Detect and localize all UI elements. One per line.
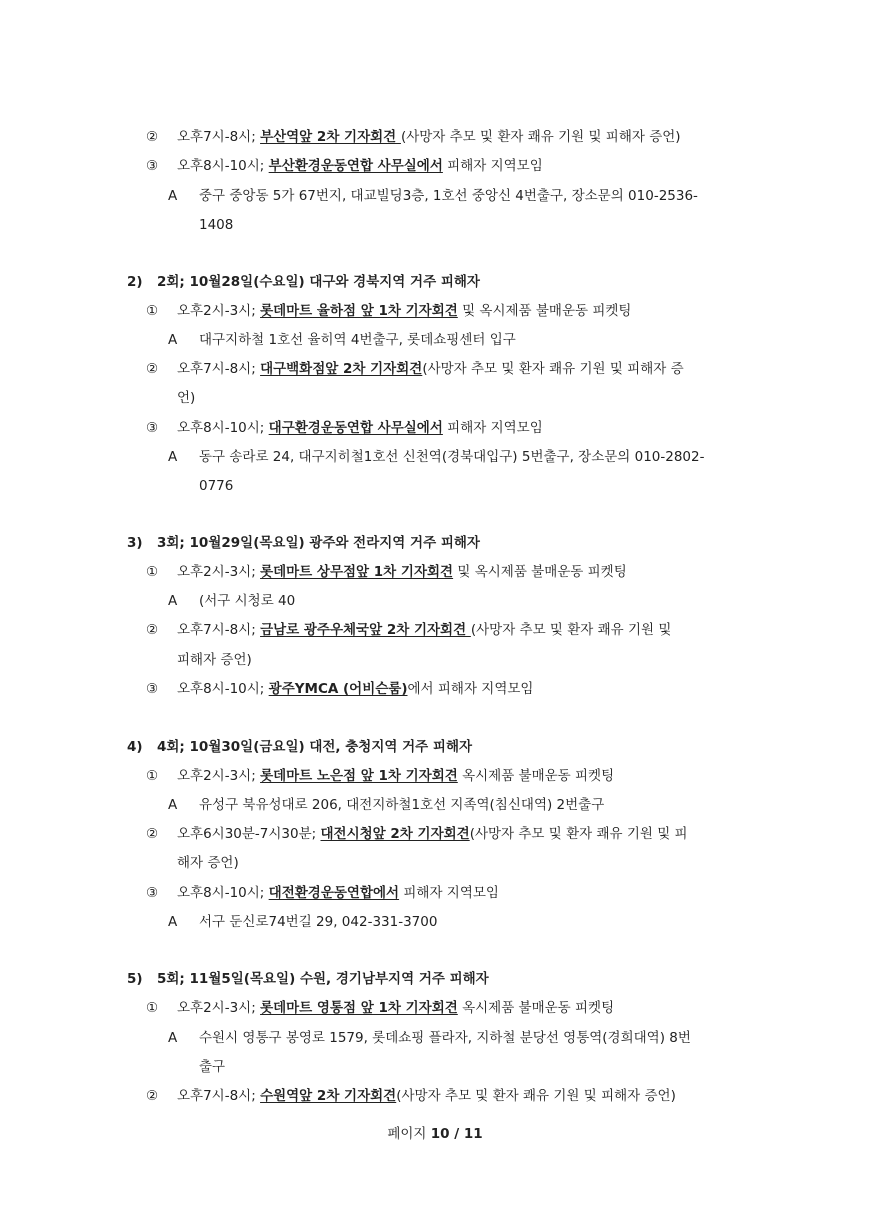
page-number: 10: [430, 1126, 450, 1142]
item-event: 대전시청앞 2차 기자회견: [320, 826, 470, 842]
item-marker: ①: [146, 303, 159, 319]
item-time: 오후8시-10시;: [177, 158, 269, 174]
item-detail: (사망자 추모 및 환자 쾌유 기원 및 피: [469, 826, 688, 842]
item-continuation: 피해자 증언): [177, 652, 252, 668]
address-text: 중구 중앙동 5가 67번지, 대교빌딩3층, 1호선 중앙신 4번출구, 장소문의 010-2536-: [199, 188, 698, 204]
section-title: 3회; 10월29일(목요일) 광주와 전라지역 거주 피해자: [157, 535, 480, 551]
item-event: 롯데마트 율하점 앞 1차 기자회견: [260, 303, 458, 319]
item-time: 오후2시-3시;: [177, 1000, 261, 1016]
item-detail: (사망자 추모 및 환자 쾌유 기원 및 피해자 증언): [400, 129, 681, 145]
section-title: 2회; 10월28일(수요일) 대구와 경북지역 거주 피해자: [157, 274, 480, 290]
item-time: 오후6시30분-7시30분;: [177, 826, 321, 842]
item-event: 대전환경운동연합에서: [268, 885, 400, 901]
page-label: 페이지: [387, 1126, 431, 1142]
page-separator: /: [449, 1126, 464, 1142]
item-marker: ③: [146, 420, 159, 436]
item-time: 오후2시-3시;: [177, 768, 261, 784]
item-detail: 피해자 지역모임: [442, 158, 543, 174]
item-time: 오후8시-10시;: [177, 885, 269, 901]
item-detail: 피해자 지역모임: [399, 885, 499, 901]
item-detail: 피해자 지역모임: [442, 420, 543, 436]
item-time: 오후7시-8시;: [177, 622, 261, 638]
item-marker: A: [168, 332, 178, 348]
section-title: 4회; 10월30일(금요일) 대전, 충청지역 거주 피해자: [157, 739, 473, 755]
item-event: 롯데마트 상무점앞 1차 기자회견: [260, 564, 454, 580]
item-continuation: 언): [177, 390, 196, 406]
item-marker: ①: [146, 768, 159, 784]
address-text: 대구지하철 1호선 율히역 4번출구, 롯데쇼핑센터 입구: [199, 332, 516, 348]
item-time: 오후8시-10시;: [177, 681, 269, 697]
address-text: 수원시 영통구 봉영로 1579, 롯데쇼핑 플라자, 지하철 분당선 영통역(경희대역) 8번: [199, 1030, 691, 1046]
address-text: 유성구 북유성대로 206, 대전지하철1호선 지족역(침신대역) 2번출구: [199, 797, 605, 813]
item-marker: ③: [146, 885, 159, 901]
section-number: 2): [127, 274, 143, 290]
item-marker: ③: [146, 158, 159, 174]
address-text: (서구 시청로 40: [199, 593, 296, 609]
page-total: 11: [463, 1126, 483, 1142]
section-title: 5회; 11월5일(목요일) 수원, 경기남부지역 거주 피해자: [157, 971, 489, 987]
item-time: 오후7시-8시;: [177, 361, 261, 377]
item-continuation: 해자 증언): [177, 855, 239, 871]
address-continuation: 0776: [199, 478, 234, 494]
item-event: 롯데마트 영통점 앞 1차 기자회견: [260, 1000, 458, 1016]
address-text: 동구 송라로 24, 대구지히철1호선 신천역(경북대입구) 5번출구, 장소문의 010-2802-: [199, 449, 705, 465]
item-marker: ②: [146, 1088, 159, 1104]
item-marker: ②: [146, 622, 159, 638]
item-detail: 및 옥시제품 불매운동 피켓팅: [457, 303, 632, 319]
item-marker: A: [168, 1030, 178, 1046]
address-text: 서구 둔신로74번길 29, 042-331-3700: [199, 914, 438, 930]
item-detail: (사망자 추모 및 환자 쾌유 기원 및: [470, 622, 672, 638]
item-marker: A: [168, 914, 178, 930]
item-time: 오후2시-3시;: [177, 564, 261, 580]
item-event: 대구백화점앞 2차 기자회견: [260, 361, 423, 377]
item-marker: A: [168, 188, 178, 204]
section-number: 4): [127, 739, 143, 755]
section-number: 3): [127, 535, 143, 551]
item-time: 오후2시-3시;: [177, 303, 261, 319]
item-event: 부산환경운동연합 사무실에서: [268, 158, 443, 174]
item-marker: ②: [146, 129, 159, 145]
item-marker: A: [168, 593, 178, 609]
item-event: 롯데마트 노은점 앞 1차 기자회견: [260, 768, 458, 784]
item-marker: ①: [146, 564, 159, 580]
item-marker: ②: [146, 826, 159, 842]
item-detail: 및 옥시제품 불매운동 피켓팅: [453, 564, 627, 580]
item-event: 수원역앞 2차 기자회견: [260, 1088, 397, 1104]
item-marker: A: [168, 797, 178, 813]
item-event: 부산역앞 2차 기자회견: [260, 129, 401, 145]
item-marker: ②: [146, 361, 159, 377]
item-time: 오후8시-10시;: [177, 420, 269, 436]
item-detail: (사망자 추모 및 환자 쾌유 기원 및 피해자 증언): [396, 1088, 676, 1104]
item-event: 금남로 광주우체국앞 2차 기자회견: [260, 622, 471, 638]
item-detail: (사망자 추모 및 환자 쾌유 기원 및 피해자 증: [422, 361, 684, 377]
item-marker: A: [168, 449, 178, 465]
item-detail: 옥시제품 불매운동 피켓팅: [457, 768, 615, 784]
item-marker: ①: [146, 1000, 159, 1016]
item-time: 오후7시-8시;: [177, 1088, 261, 1104]
page-footer: [0, 1122, 870, 1142]
item-marker: ③: [146, 681, 159, 697]
item-detail: 에서 피해자 지역모임: [407, 681, 534, 697]
item-event: 광주YMCA (어비슨룸): [268, 681, 408, 697]
item-event: 대구환경운동연합 사무실에서: [268, 420, 443, 436]
address-continuation: 1408: [199, 217, 234, 233]
item-detail: 옥시제품 불매운동 피켓팅: [457, 1000, 615, 1016]
item-time: 오후7시-8시;: [177, 129, 261, 145]
section-number: 5): [127, 971, 143, 987]
address-continuation: 출구: [199, 1059, 226, 1075]
